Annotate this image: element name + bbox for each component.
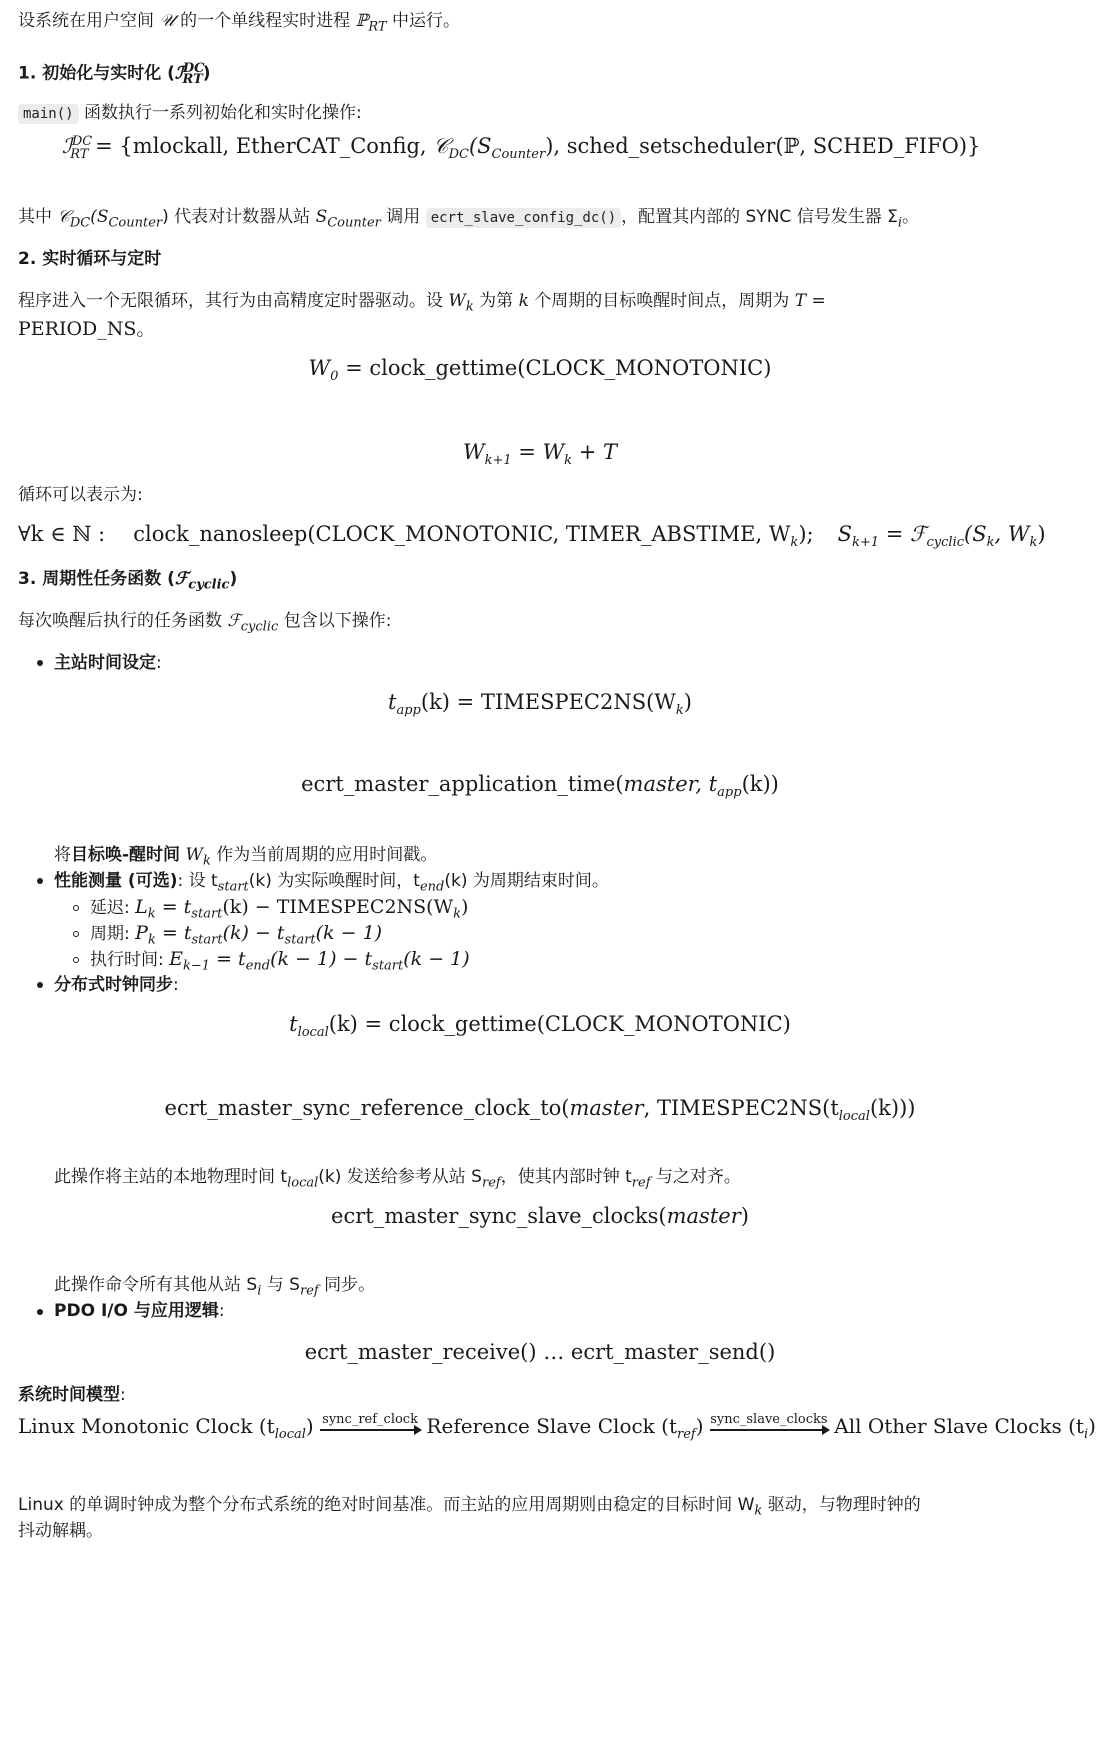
sub2-p-sub: k <box>147 932 156 948</box>
sub1-pre: 延迟: <box>90 898 136 918</box>
sub2-eq-sub: start <box>191 932 223 948</box>
b2-text-pre: : 设 t <box>177 871 218 891</box>
s2-desc-mid: 为第 <box>473 291 519 311</box>
equation-application-time <box>0 772 1080 800</box>
footer-line-1 <box>18 1492 921 1524</box>
section-1-note <box>18 204 919 236</box>
eq-lhs-sup: DC <box>71 134 93 149</box>
b3-note1-pre: 此操作将主站的本地物理时间 t <box>54 1167 288 1187</box>
b3-note1-mid: (k) 发送给参考从站 S <box>318 1167 482 1187</box>
sub3-mid: (k − 1) − t <box>270 948 373 970</box>
section-3-desc <box>18 608 391 640</box>
eq2-mid-sub: k <box>564 453 573 469</box>
bullet-marker <box>37 982 43 988</box>
s2-desc-k: k <box>518 291 529 311</box>
b3-eq2-end: (k))) <box>869 1096 916 1120</box>
b3-label: 分布式时钟同步 <box>54 975 173 995</box>
node-reference-clock: Reference Slave Clock (t <box>426 1414 677 1438</box>
node-linux-clock-sub: local <box>274 1427 306 1442</box>
section-1-close: ) <box>202 63 211 84</box>
note-c: 𝒞 <box>57 207 70 227</box>
sub1-eq: = t <box>155 896 192 918</box>
sub3-pre: 执行时间: <box>90 950 170 970</box>
b2-text-mid: (k) 为实际唤醒时间，t <box>248 871 420 891</box>
b2-end-sub: end <box>419 879 445 895</box>
eq-c: 𝒞 <box>433 134 449 158</box>
sub-bullet-marker <box>73 905 79 911</box>
loop-s-sub: k+1 <box>851 535 880 551</box>
b3-eq1-t: t <box>289 1012 298 1036</box>
sub2-end: (k − 1) <box>315 922 383 944</box>
intro-text: 设系统在用户空间 <box>18 11 160 31</box>
sub-bullet-marker <box>73 931 79 937</box>
b2-text-post: (k) 为周期结束时间。 <box>444 871 609 891</box>
b1-eq1-rhs: (k) = TIMESPEC2NS(W <box>420 690 676 714</box>
note-s-sub: Counter <box>108 215 163 231</box>
sub2-mid-sub: start <box>284 932 316 948</box>
b1-note-post: 作为当前周期的应用时间戳。 <box>210 845 438 865</box>
section-1-desc <box>18 100 362 127</box>
model-colon: : <box>120 1385 126 1405</box>
section-3-close: ) <box>229 569 238 589</box>
b3-eq3: ecrt_master_sync_slave_clocks( <box>331 1204 667 1228</box>
b3-eq1-t-sub: local <box>297 1025 329 1041</box>
note-c-sub: DC <box>69 215 91 231</box>
bullet-3-note-1 <box>54 1164 741 1196</box>
section-1-sym: ℐ <box>174 63 183 84</box>
s2-desc-eq: = <box>806 291 826 311</box>
equation-w0 <box>0 356 1080 384</box>
loop-args2-sub: k <box>1029 535 1038 551</box>
b1-colon: : <box>156 653 162 673</box>
intro-text-post: 中运行。 <box>386 11 460 31</box>
b1-note-pre: 将 <box>54 845 71 865</box>
loop-equation <box>18 522 1046 550</box>
bullet-dc-sync <box>54 972 179 998</box>
b1-eq2-t-sub: app <box>717 785 742 801</box>
eq2-mid: = W <box>511 440 565 464</box>
equation-wk1 <box>0 440 1080 468</box>
loop-label: 循环可以表示为: <box>18 485 143 505</box>
b1-eq1-rhs-sub: k <box>675 703 684 719</box>
model-title: 系统时间模型 <box>18 1385 120 1405</box>
s2-desc-t: T <box>794 291 807 311</box>
note-s2: S <box>315 207 328 227</box>
b3-eq2: ecrt_master_sync_reference_clock_to( <box>164 1096 570 1120</box>
node-other-clocks: All Other Slave Clocks (t <box>834 1414 1084 1438</box>
process-symbol: ℙ <box>355 11 369 31</box>
eq2-w-sub: k+1 <box>484 453 512 469</box>
section-1-equation <box>62 134 980 162</box>
arrow-2-label: sync_slave_clocks <box>710 1411 828 1427</box>
note-s2-sub: Counter <box>327 215 381 231</box>
eq-c-sub: DC <box>448 147 469 163</box>
eq2-tail: + T <box>572 440 617 464</box>
sub3-end: (k − 1) <box>403 948 470 970</box>
b3-note2-sub2: ref <box>299 1283 319 1299</box>
section-1-sup: DC <box>182 61 205 76</box>
footer1-sub: k <box>754 1503 763 1519</box>
bullet-marker <box>37 1309 43 1315</box>
b4-label: PDO I/O 与应用逻辑 <box>54 1301 219 1321</box>
equation-tapp <box>0 690 1080 718</box>
b1-eq2-master: master <box>623 772 696 796</box>
b1-note-w: W <box>180 845 203 865</box>
sub1-l: L <box>135 896 148 918</box>
b3-note2-post: 同步。 <box>318 1275 376 1295</box>
equation-tlocal <box>0 1012 1080 1040</box>
arrow-sync-slave-clocks <box>710 1413 828 1431</box>
b3-eq2-master: master <box>569 1096 644 1120</box>
eq2-w: W <box>462 440 485 464</box>
sub2-eq: = t <box>155 922 192 944</box>
b3-eq2-sub: local <box>838 1109 870 1125</box>
s2-desc-w-sub: k <box>465 299 474 315</box>
eq1-w-sub: 0 <box>330 369 339 385</box>
b3-note1-post: 与之对齐。 <box>650 1167 741 1187</box>
sub1-tail: (k) − TIMESPEC2NS(W <box>222 896 454 918</box>
node-other-clocks-sub: i <box>1083 1427 1089 1442</box>
intro-paragraph <box>18 8 460 40</box>
note-post: ，配置其内部的 SYNC 信号发生器 Σ <box>621 207 898 227</box>
sub1-end: ) <box>461 896 469 918</box>
equation-sync-slaves <box>0 1204 1080 1228</box>
equation-sync-reference <box>0 1096 1080 1124</box>
eq-open: = {mlockall, EtherCAT_Config, <box>88 134 434 158</box>
s3-desc-f: ℱ <box>227 611 241 631</box>
b1-eq1-t: t <box>388 690 397 714</box>
footer1-post: 驱动，与物理时钟的 <box>762 1495 921 1515</box>
s2-desc-mid2: 个周期的目标唤醒时间点，周期为 <box>528 291 795 311</box>
sub1-tail-sub: k <box>453 906 461 922</box>
sub3-mid-sub: start <box>372 958 404 974</box>
b2-start-sub: start <box>217 879 249 895</box>
section-1-heading <box>18 56 211 93</box>
section-3-f-sub: cyclic <box>188 577 230 593</box>
dc-config-code: ecrt_slave_config_dc() <box>426 208 621 228</box>
eq1-w: W <box>308 356 331 380</box>
section-3-f: ℱ <box>174 569 189 589</box>
note-mid: ) 代表对计数器从站 <box>162 207 316 227</box>
footer1-pre: Linux 的单调时钟成为整个分布式系统的绝对时间基准。而主站的应用周期则由稳定的目标时间 W <box>18 1495 755 1515</box>
loop-forall: ∀k ∈ ℕ : <box>18 522 106 546</box>
time-model-chain <box>18 1411 1096 1442</box>
b3-note1-sub3: ref <box>631 1175 651 1191</box>
sub2-pre: 周期: <box>90 924 136 944</box>
sub-bullet-marker <box>73 957 79 963</box>
sub3-e: E <box>169 948 184 970</box>
loop-args2: , W <box>994 522 1030 546</box>
section-2-desc-line2: PERIOD_NS。 <box>18 318 156 340</box>
eq-s-sub: Counter <box>491 147 546 163</box>
b1-eq2-t: , t <box>695 772 718 796</box>
sub1-l-sub: k <box>147 906 156 922</box>
loop-s: S <box>837 522 852 546</box>
b3-note1-sub2: ref <box>481 1175 501 1191</box>
section-3-heading <box>18 566 237 598</box>
node-reference-clock-sub: ref <box>677 1427 696 1442</box>
node-linux-clock: Linux Monotonic Clock (t <box>18 1414 275 1438</box>
loop-call-end: ); <box>798 522 814 546</box>
sub3-eq-sub: end <box>245 958 271 974</box>
b1-note-w-sub: k <box>202 853 211 869</box>
loop-call: clock_nanosleep(CLOCK_MONOTONIC, TIMER_ABSTIME, W <box>133 522 791 546</box>
arrow-sync-ref-clock <box>320 1413 420 1431</box>
b3-eq1-rhs: (k) = clock_gettime(CLOCK_MONOTONIC) <box>328 1012 791 1036</box>
b3-note1-sub: local <box>287 1175 319 1191</box>
arrow-1-line <box>320 1429 420 1431</box>
note-sigma-sub: i <box>897 215 903 231</box>
b3-eq3-master: master <box>666 1204 741 1228</box>
bullet-marker <box>37 660 43 666</box>
loop-eq: = <box>879 522 910 546</box>
intro-text-mid: 的一个单线程实时进程 <box>174 11 356 31</box>
note-pre: 其中 <box>18 207 58 227</box>
node-linux-clock-end: ) <box>305 1414 314 1438</box>
b3-note2-sub: i <box>257 1283 262 1299</box>
note-mid2: 调用 <box>380 207 426 227</box>
section-1-desc-text: 函数执行一系列初始化和实时化操作: <box>78 103 362 123</box>
node-reference-clock-end: ) <box>695 1414 704 1438</box>
loop-args: (S <box>964 522 987 546</box>
eq-lhs-sub: RT <box>70 147 89 163</box>
b1-eq2: ecrt_master_application_time( <box>301 772 624 796</box>
b1-note-bold: 目标唤-醒时间 <box>71 845 181 865</box>
loop-args-sub: k <box>986 535 995 551</box>
loop-call-sub: k <box>790 535 799 551</box>
loop-f: ℱ <box>909 522 927 546</box>
arrow-2-line <box>710 1429 828 1431</box>
loop-args-end: ) <box>1037 522 1046 546</box>
b4-colon: : <box>218 1301 225 1321</box>
main-code: main() <box>18 104 79 124</box>
sub2-p: P <box>135 922 148 944</box>
process-sub: RT <box>368 19 387 35</box>
b3-note1-mid2: ，使其内部时钟 t <box>500 1167 632 1187</box>
s3-desc-pre: 每次唤醒后执行的任务函数 <box>18 611 228 631</box>
b3-eq3-end: ) <box>740 1204 749 1228</box>
b1-eq1-end: ) <box>683 690 692 714</box>
bullet-master-time <box>54 650 162 676</box>
arrow-1-label: sync_ref_clock <box>322 1411 418 1427</box>
section-1-sub: RT <box>182 72 203 88</box>
space-symbol: 𝒰 <box>159 11 175 31</box>
s2-desc-pre: 程序进入一个无限循环，其行为由高精度定时器驱动。设 <box>18 291 449 311</box>
bullet-pdo <box>54 1298 225 1324</box>
b1-eq2-end: (k)) <box>741 772 779 796</box>
bullet-marker <box>37 878 43 884</box>
model-heading <box>18 1382 126 1408</box>
sub3-eq: = t <box>210 948 246 970</box>
section-1-title: 1. 初始化与实时化 ( <box>18 63 175 84</box>
equation-pdo: ecrt_master_receive() … ecrt_master_send() <box>304 1340 776 1364</box>
b2-label: 性能测量 (可选) <box>54 871 178 891</box>
eq1-rhs: = clock_gettime(CLOCK_MONOTONIC) <box>338 356 772 380</box>
eq-s: (S <box>468 134 492 158</box>
b3-note2-pre: 此操作命令所有其他从站 S <box>54 1275 258 1295</box>
eq-lhs-sym: ℐ <box>62 134 72 158</box>
s3-desc-f-sub: cyclic <box>240 619 279 635</box>
section-2-heading: 2. 实时循环与定时 <box>18 249 162 269</box>
footer-line-2: 抖动解耦。 <box>18 1521 103 1541</box>
s2-desc-w: W <box>448 291 466 311</box>
note-end: 。 <box>902 207 920 227</box>
b3-colon: : <box>173 975 179 995</box>
sub3-e-sub: k−1 <box>183 958 211 974</box>
b1-eq1-t-sub: app <box>396 703 421 719</box>
eq-tail: ), sched_setscheduler(ℙ, SCHED_FIFO)} <box>545 134 981 158</box>
sub2-mid: (k) − t <box>222 922 285 944</box>
loop-f-sub: cyclic <box>926 535 965 551</box>
b3-note2-mid: 与 S <box>261 1275 300 1295</box>
s3-desc-post: 包含以下操作: <box>278 611 392 631</box>
b1-label: 主站时间设定 <box>54 653 156 673</box>
sub1-eq-sub: start <box>191 906 223 922</box>
node-other-clocks-end: ) <box>1088 1414 1096 1438</box>
section-3-title: 3. 周期性任务函数 ( <box>18 569 175 589</box>
note-s: (S <box>90 207 109 227</box>
b3-eq2-mid: , TIMESPEC2NS(t <box>643 1096 839 1120</box>
